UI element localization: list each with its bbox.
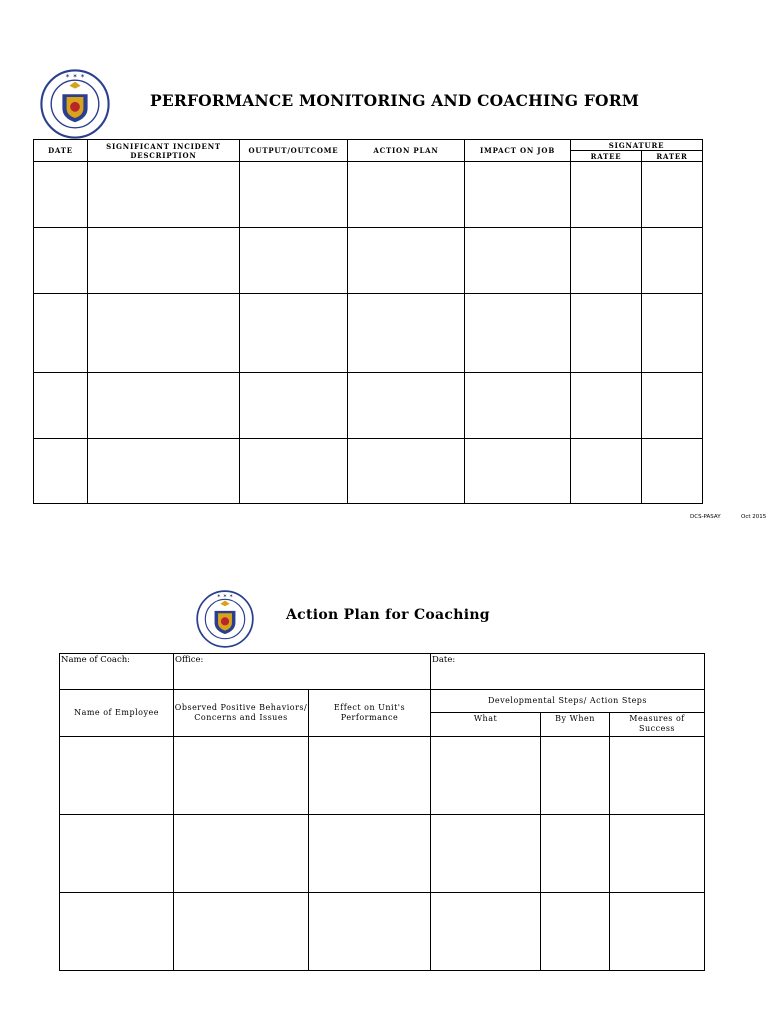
date-cell[interactable]: [34, 228, 88, 294]
rater-cell[interactable]: [642, 373, 703, 439]
office-field[interactable]: Office:: [174, 654, 431, 690]
employee-header: Name of Employee: [60, 690, 174, 737]
date-header: DATE: [34, 140, 88, 162]
impact-cell[interactable]: [465, 439, 571, 504]
what-cell[interactable]: [431, 737, 541, 815]
output-cell[interactable]: [240, 162, 348, 228]
svg-text:✶ ✶ ✶: ✶ ✶ ✶: [64, 73, 86, 81]
output-cell[interactable]: [240, 294, 348, 373]
effect-cell[interactable]: [309, 893, 431, 971]
by-when-cell[interactable]: [541, 893, 610, 971]
rater-cell[interactable]: [642, 228, 703, 294]
employee-cell[interactable]: [60, 815, 174, 893]
output-cell[interactable]: [240, 439, 348, 504]
observed-header: Observed Positive Behaviors/ Concerns and Issues: [174, 690, 309, 737]
action-plan-cell[interactable]: [348, 373, 465, 439]
what-cell[interactable]: [431, 893, 541, 971]
coach-name-field[interactable]: Name of Coach:: [60, 654, 174, 690]
table-row: [34, 228, 703, 294]
svg-text:✶ ✶ ✶: ✶ ✶ ✶: [216, 593, 234, 600]
effect-header: Effect on Unit's Performance: [309, 690, 431, 737]
measures-header: Measures of Success: [610, 713, 705, 737]
date-cell[interactable]: [34, 294, 88, 373]
ratee-cell[interactable]: [571, 294, 642, 373]
signature-header: SIGNATURE: [571, 140, 703, 151]
deped-seal-icon: [195, 590, 255, 648]
incident-header: SIGNIFICANT INCIDENT DESCRIPTION: [88, 140, 240, 162]
incident-cell[interactable]: [88, 439, 240, 504]
ratee-cell[interactable]: [571, 162, 642, 228]
impact-cell[interactable]: [465, 228, 571, 294]
action-plan-cell[interactable]: [348, 228, 465, 294]
impact-cell[interactable]: [465, 373, 571, 439]
employee-cell[interactable]: [60, 893, 174, 971]
effect-cell[interactable]: [309, 815, 431, 893]
table-row: [34, 162, 703, 228]
rater-cell[interactable]: [642, 294, 703, 373]
deped-seal-icon: [40, 69, 110, 139]
action-plan-cell[interactable]: [348, 294, 465, 373]
date-cell[interactable]: [34, 162, 88, 228]
by-when-header: By When: [541, 713, 610, 737]
table-row: [34, 373, 703, 439]
output-cell[interactable]: [240, 228, 348, 294]
action-plan-cell[interactable]: [348, 439, 465, 504]
by-when-cell[interactable]: [541, 815, 610, 893]
output-header: OUTPUT/OUTCOME: [240, 140, 348, 162]
action-plan-table: [59, 653, 705, 971]
monitoring-table: [33, 139, 703, 504]
what-header: What: [431, 713, 541, 737]
date-field[interactable]: Date:: [431, 654, 705, 690]
observed-cell[interactable]: [174, 893, 309, 971]
rater-header: RATER: [642, 151, 703, 162]
table-row: [60, 737, 705, 815]
table-row: [34, 294, 703, 373]
rater-cell[interactable]: [642, 162, 703, 228]
by-when-cell[interactable]: [541, 737, 610, 815]
ratee-cell[interactable]: [571, 373, 642, 439]
incident-cell[interactable]: [88, 373, 240, 439]
impact-cell[interactable]: [465, 162, 571, 228]
table-row: [34, 439, 703, 504]
incident-cell[interactable]: [88, 162, 240, 228]
date-cell[interactable]: [34, 373, 88, 439]
incident-cell[interactable]: [88, 294, 240, 373]
measures-cell[interactable]: [610, 893, 705, 971]
date-cell[interactable]: [34, 439, 88, 504]
measures-cell[interactable]: [610, 815, 705, 893]
output-cell[interactable]: [240, 373, 348, 439]
effect-cell[interactable]: [309, 737, 431, 815]
action-plan-title: Action Plan for Coaching: [286, 607, 490, 623]
observed-cell[interactable]: [174, 737, 309, 815]
impact-cell[interactable]: [465, 294, 571, 373]
rater-cell[interactable]: [642, 439, 703, 504]
dev-steps-header: Developmental Steps/ Action Steps: [431, 690, 705, 713]
ratee-cell[interactable]: [571, 439, 642, 504]
form-title: PERFORMANCE MONITORING AND COACHING FORM: [150, 91, 640, 110]
action-plan-cell[interactable]: [348, 162, 465, 228]
table-row: [60, 815, 705, 893]
incident-cell[interactable]: [88, 228, 240, 294]
employee-cell[interactable]: [60, 737, 174, 815]
footer-code: DCS-PASAY: [690, 514, 721, 520]
footer-date: Oct 2015: [741, 514, 767, 520]
table-row: [60, 893, 705, 971]
ratee-cell[interactable]: [571, 228, 642, 294]
observed-cell[interactable]: [174, 815, 309, 893]
ratee-header: RATEE: [571, 151, 642, 162]
measures-cell[interactable]: [610, 737, 705, 815]
impact-header: IMPACT ON JOB: [465, 140, 571, 162]
what-cell[interactable]: [431, 815, 541, 893]
action-plan-header: ACTION PLAN: [348, 140, 465, 162]
